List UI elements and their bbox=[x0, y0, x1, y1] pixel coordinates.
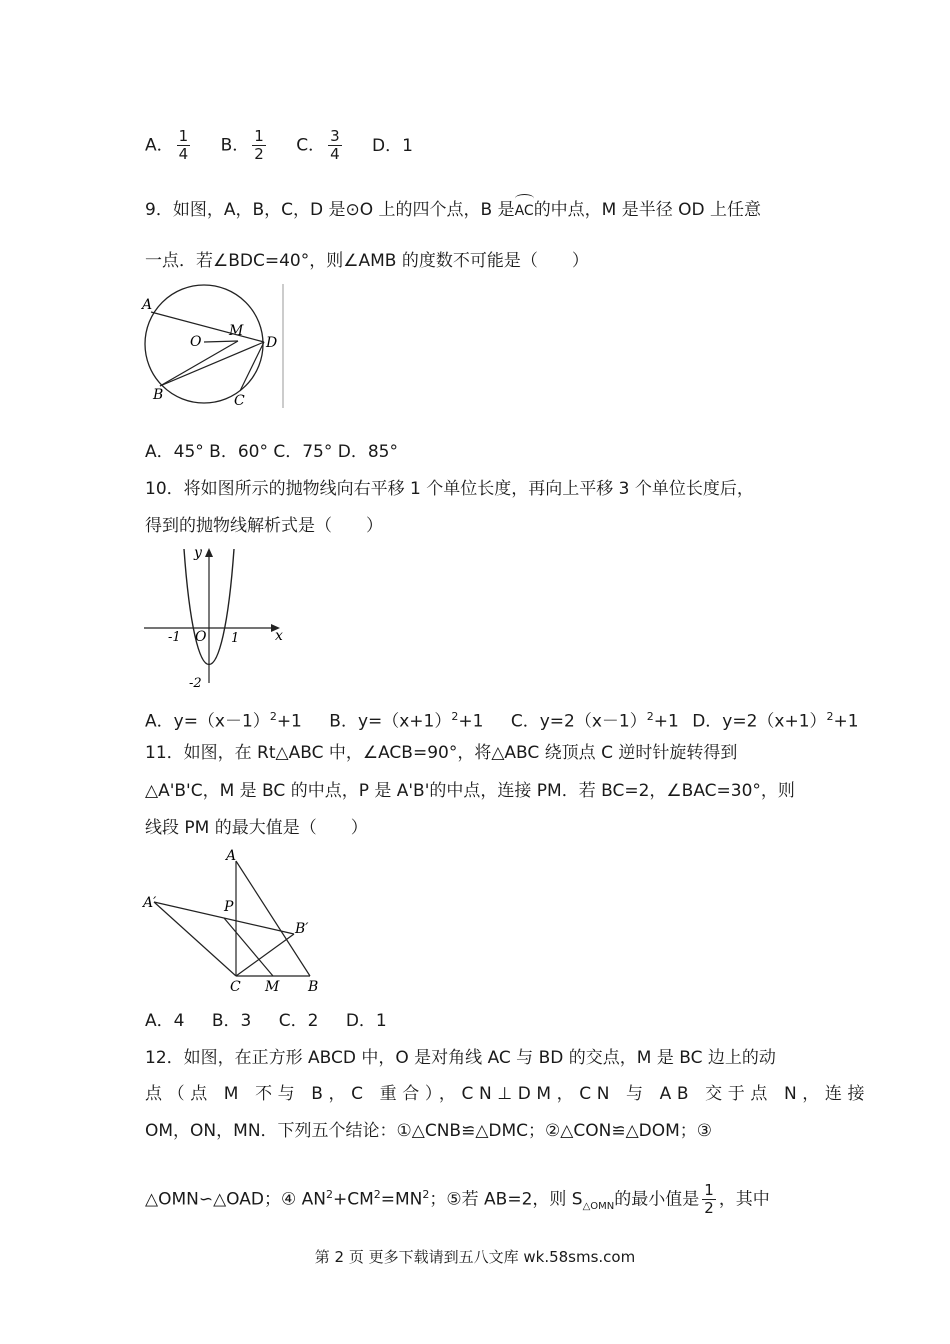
q11-option-d: D．1 bbox=[345, 1011, 387, 1031]
label-b: B bbox=[308, 979, 319, 995]
q11-option-a: A．4 bbox=[145, 1011, 185, 1031]
q10-options bbox=[145, 706, 881, 733]
fraction: $\frac{1}{4}$ bbox=[178, 127, 189, 163]
segment-ab bbox=[236, 861, 310, 976]
q10-parabola-figure bbox=[140, 543, 290, 691]
label-b: B bbox=[153, 387, 164, 403]
q11-line2: △A'B'C，M 是 BC 的中点，P 是 A'B'的中点，连接 PM．若 BC=2，∠BAC=30°，则 bbox=[145, 781, 795, 801]
label-neg2: -2 bbox=[189, 676, 202, 691]
q11-triangle-figure bbox=[140, 845, 325, 995]
label-d: D bbox=[266, 335, 278, 351]
label-1: 1 bbox=[231, 631, 240, 646]
label-c: C bbox=[230, 979, 241, 995]
page-footer: 第 2 页 更多下载请到五八文库 wk.58sms.com bbox=[314, 1248, 636, 1266]
segment-cd bbox=[240, 342, 264, 391]
q11-option-b: B．3 bbox=[211, 1011, 252, 1031]
label-origin: O bbox=[195, 629, 207, 645]
label-y: y bbox=[194, 545, 202, 561]
y-axis-arrow bbox=[205, 548, 213, 557]
q11-line3: 线段 PM 的最大值是（ ） bbox=[145, 818, 368, 838]
segment-c-bp bbox=[236, 934, 294, 976]
arc-ac: AC bbox=[515, 200, 534, 222]
label-m: M bbox=[229, 323, 244, 339]
fraction-one-half: $\frac{1}{2}$ bbox=[704, 1181, 714, 1217]
label-o: O bbox=[190, 334, 202, 350]
label-m: M bbox=[265, 979, 280, 995]
q12-line2: 点（点 M 不与 B，C 重合），CN⊥DM，CN 与 AB 交于点 N，连接 bbox=[145, 1084, 871, 1104]
fraction: $\frac{3}{4}$ bbox=[330, 127, 340, 163]
q8-option-c: C． $\frac{3}{4}$ bbox=[296, 127, 340, 163]
label-c: C bbox=[234, 393, 245, 409]
q11-line1: 11．如图，在 Rt△ABC 中，∠ACB=90°，将△ABC 绕顶点 C 逆时针旋转得到 bbox=[145, 743, 738, 763]
segment-bd bbox=[160, 342, 264, 386]
q9-options: A．45° B．60° C．75° D．85° bbox=[145, 442, 398, 462]
q12-line1: 12．如图，在正方形 ABCD 中，O 是对角线 AC 与 BD 的交点，M 是 BC 边上的动 bbox=[145, 1048, 776, 1068]
q10-option-a: A．$y=(x-1)^2+1$ bbox=[145, 710, 302, 732]
q8-options bbox=[145, 128, 435, 163]
label-a: A bbox=[142, 297, 153, 313]
q10-line2: 得到的抛物线解析式是（ ） bbox=[145, 516, 383, 536]
label-a-prime: A′ bbox=[143, 895, 157, 911]
q9-line2: 一点．若∠BDC=40°，则∠AMB 的度数不可能是（ ） bbox=[145, 251, 589, 271]
label-x: x bbox=[275, 628, 283, 644]
label-p: P bbox=[224, 899, 234, 915]
q12-line4: △OMN∽△OAD；④ $AN^2+CM^2=MN^2$；⑤若 AB=2，则 $S_{\triangle OMN}$的最小值是 $\frac{1}{2}$ ，其中 bbox=[145, 1181, 770, 1217]
label-a: A bbox=[226, 848, 237, 864]
q9-line1: 9．如图，A，B，C，D 是⊙O 上的四个点，B 是AC的中点，M 是半径 OD 上任意 bbox=[145, 200, 762, 220]
q10-option-c: C．$y=2(x-1)^2+1$ bbox=[510, 710, 679, 732]
q8-option-a: A． $\frac{1}{4}$ bbox=[145, 127, 189, 163]
q12-line3: OM，ON，MN．下列五个结论：①△CNB≌△DMC；②△CON≌△DOM；③ bbox=[145, 1121, 713, 1141]
label-b-prime: B′ bbox=[295, 921, 309, 937]
segment-ad bbox=[151, 312, 264, 342]
q8-option-d: D．1 bbox=[372, 135, 413, 156]
q11-option-c: C．2 bbox=[278, 1011, 319, 1031]
segment-om bbox=[204, 341, 238, 342]
q10-option-b: B．$y=(x+1)^2+1$ bbox=[329, 710, 484, 732]
q11-options bbox=[145, 1010, 409, 1032]
q10-line1: 10．将如图所示的抛物线向右平移 1 个单位长度，再向上平移 3 个单位长度后， bbox=[145, 479, 754, 499]
q8-option-b: B． $\frac{1}{2}$ bbox=[220, 127, 264, 163]
label-neg1: -1 bbox=[168, 630, 181, 645]
fraction: $\frac{1}{2}$ bbox=[254, 127, 264, 163]
q9-circle-figure bbox=[140, 282, 290, 410]
q10-option-d: D．$y=2(x+1)^2+1$ bbox=[692, 710, 859, 732]
